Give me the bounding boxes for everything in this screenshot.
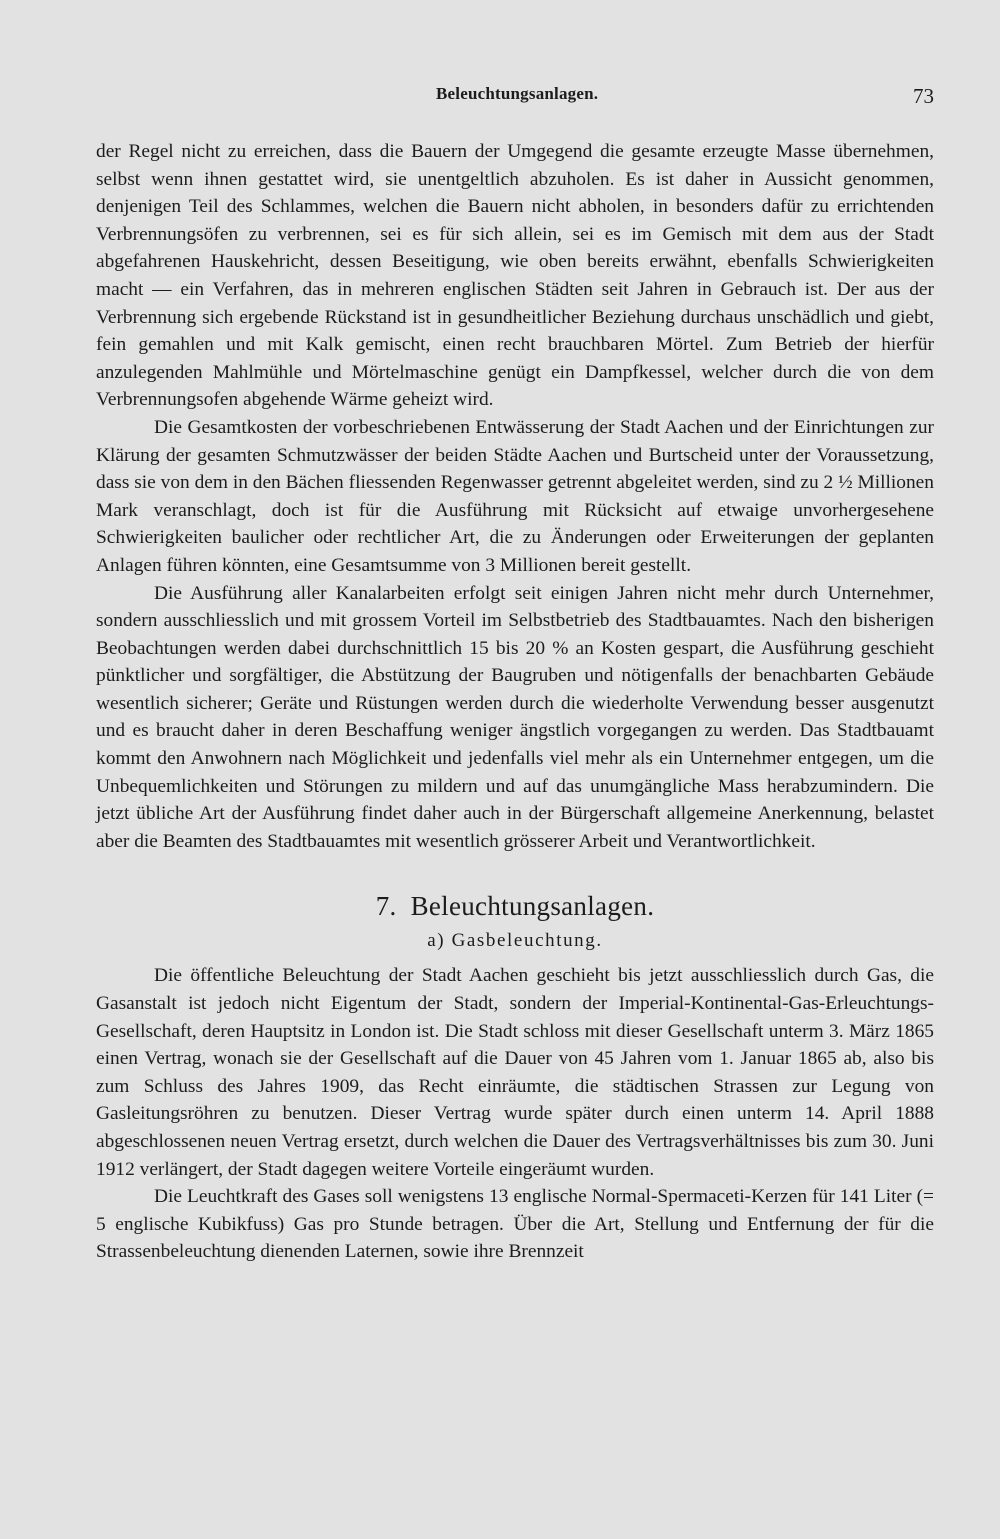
subsection-heading: a) Gasbeleuchtung. — [427, 930, 603, 952]
paragraph-luminosity: Die Leuchtkraft des Gases soll wenigstens 13 englische Normal-Spermaceti-Kerzen für 141 Liter (= 5 englische Kubikfuss) Gas pro Stunde betragen. Über die Art, Stellung und Entfernung der für die Strassenbeleuchtung dienenden Laternen, sowie ihre Brennzeit — [96, 1186, 934, 1263]
section-number: 7. — [375, 891, 397, 922]
running-header-title: Beleuchtungsanlagen. — [436, 84, 599, 103]
section-heading — [96, 891, 934, 922]
paragraph-continuation: der Regel nicht zu erreichen, dass die Bauern der Umgegend die gesamte erzeugte Masse übernehmen, selbst wenn ihnen gestattet wird, sie unentgeltlich abzuholen. Es ist daher in Aussicht genommen, denjenigen Teil des Schlammes, welchen die Bauern nicht abholen, in besonders dafür zu errichtenden Verbrennungsöfen zu verbrennen, sei es für sich allein, sei es im Gemisch mit dem aus der Stadt abgefahrenen Hauskehricht, dessen Beseitigung, wie oben bereits erwähnt, ebenfalls Schwierigkeiten macht — ein Verfahren, das in mehreren englischen Städten seit Jahren in Gebrauch ist. Der aus der Verbrennung sich ergebende Rückstand ist in gesundheitlicher Beziehung durchaus unschädlich und giebt, fein gemahlen und mit Kalk gemischt, einen recht brauchbaren Mörtel. Zum Betrieb der hierfür anzulegenden Mahlmühle und Mörtelmaschine genügt ein Dampfkessel, welcher durch die von dem Verbrennungsofen abgehende Wärme geheizt wird. — [96, 141, 934, 411]
paragraph-public-lighting: Die öffentliche Beleuchtung der Stadt Aachen geschieht bis jetzt ausschliesslich durch Gas, die Gasanstalt ist jedoch nicht Eigentum der Stadt, sondern der Imperial-Kontinental-Gas-Erleuchtungs-Gesellschaft, deren Hauptsitz in London ist. Die Stadt schloss mit dieser Gesellschaft unterm 3. März 1865 einen Vertrag, wonach sie der Gesellschaft auf die Dauer von 45 Jahren vom 1. Januar 1865 ab, also bis zum Schluss des Jahres 1909, das Recht einräumte, die städtischen Strassen zur Legung von Gasleitungsröhren zu benutzen. Dieser Vertrag wurde später durch einen unterm 14. April 1888 abgeschlossenen neuen Vertrag ersetzt, durch welchen die Dauer des Vertragsverhältnisses bis zum 30. Juni 1912 verlängert, der Stadt dagegen weitere Vorteile eingeräumt wurden. — [96, 965, 934, 1180]
paragraph-total-costs: Die Gesamtkosten der vorbeschriebenen Entwässerung der Stadt Aachen und der Einrichtungen zur Klärung der gesamten Schmutzwässer der beiden Städte Aachen und Burtscheid unter der Voraussetzung, dass sie von dem in den Bächen fliessenden Regenwasser getrennt abgeleitet werden, sind zu 2 ½ Millionen Mark veranschlagt, doch ist für die Ausführung mit Rücksicht auf etwaige unvorhergesehene Schwierigkeiten baulicher oder rechtlicher Art, die zu Änderungen oder Erweiterungen der geplanten Anlagen führen könnten, eine Gesamtsumme von 3 Millionen bereit gestellt. — [96, 416, 934, 576]
paragraph-canal-works: Die Ausführung aller Kanalarbeiten erfolgt seit einigen Jahren nicht mehr durch Unternehmer, sondern ausschliesslich und mit grossem Vorteil im Selbstbetrieb des Stadtbauamtes. Nach den bisherigen Beobachtungen werden dabei durchschnittlich 15 bis 20 % an Kosten gespart, die Ausführung geschieht pünktlicher und sorgfältiger, die Abstützung der Baugruben und nötigenfalls der benachbarten Gebäude wesentlich sicherer; Geräte und Rüstungen werden durch die wiederholte Verwendung besser ausgenutzt und es braucht daher in deren Beschaffung weniger ängstlich vorgegangen zu werden. Das Stadtbauamt kommt den Anwohnern nach Möglichkeit und jedenfalls viel mehr als ein Unternehmer entgegen, um die Unbequemlichkeiten und Störungen zu mildern und auf das unumgängliche Mass herabzumindern. Die jetzt übliche Art der Ausführung findet daher auch in der Bürgerschaft allgemeine Anerkennung, belastet aber die Beamten des Stadtbauamtes mit wesentlich grösserer Arbeit und Verantwortlichkeit. — [96, 582, 934, 852]
page-number: 73 — [913, 84, 934, 108]
running-header — [96, 84, 934, 108]
body-text — [96, 138, 934, 1266]
section-title: Beleuchtungsanlagen. — [410, 891, 655, 922]
